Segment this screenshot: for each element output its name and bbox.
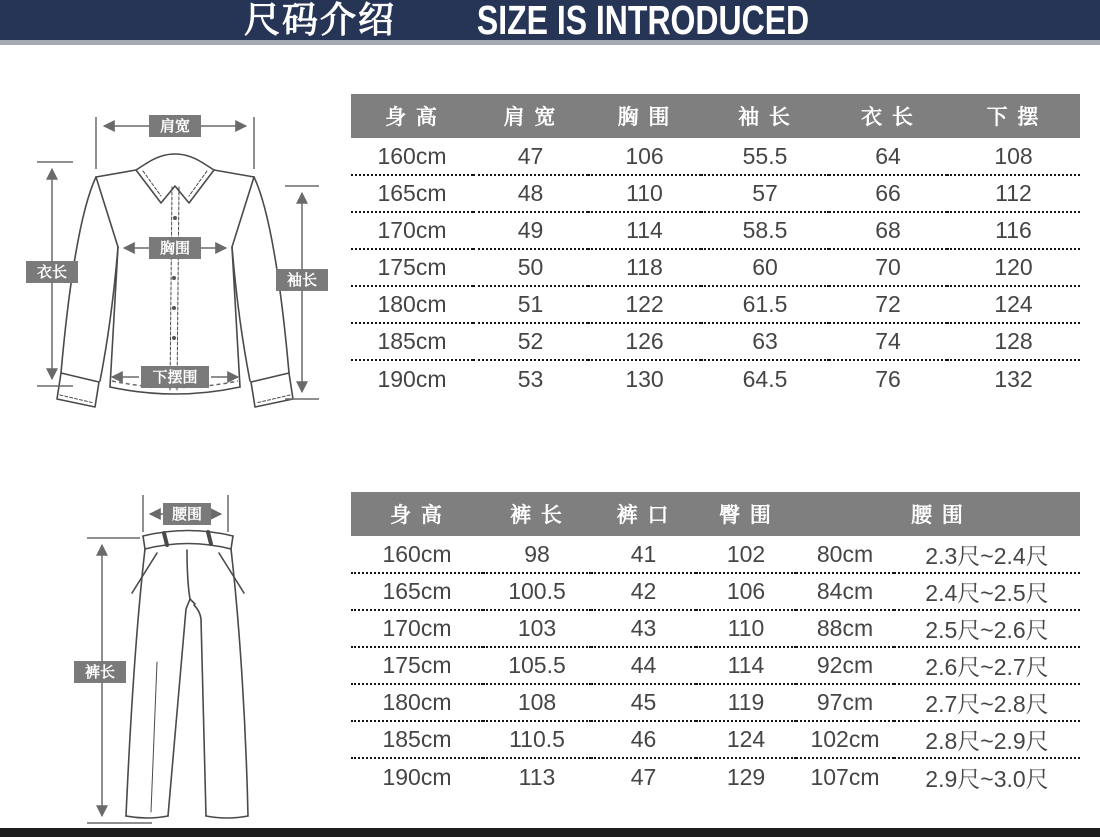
- table-cell: 126: [588, 323, 701, 360]
- table-cell: 170cm: [351, 610, 483, 647]
- table-row: [351, 323, 1080, 360]
- table-cell: 47: [630, 763, 657, 790]
- column-header-sleeve: 袖 长: [701, 94, 829, 138]
- column-header-shoulder: 肩 宽: [473, 94, 588, 138]
- table-row: [351, 647, 1080, 684]
- table-cell: 2.9尺~3.0尺: [925, 765, 1049, 792]
- column-header-height: 身 高: [351, 94, 473, 138]
- table-row: [351, 212, 1080, 249]
- table-cell: 60: [701, 249, 829, 286]
- table-cell: 2.5尺~2.6尺: [894, 610, 1080, 647]
- table-cell: 98: [483, 536, 591, 573]
- table-cell: 64: [829, 138, 947, 175]
- table-cell: 46: [591, 721, 696, 758]
- pants-length-label: [74, 661, 126, 683]
- table-cell: 63: [701, 323, 829, 360]
- table-cell: 113: [518, 763, 556, 790]
- table-cell: 102: [696, 536, 796, 573]
- table-cell: 130: [625, 365, 664, 392]
- table-cell: 190cm: [377, 365, 447, 392]
- svg-text:衣长: 衣长: [36, 264, 68, 281]
- table-cell: 110: [588, 175, 701, 212]
- svg-text:腰围: 腰围: [171, 506, 203, 523]
- table-cell: 2.7尺~2.8尺: [894, 684, 1080, 721]
- table-cell: 103: [483, 610, 591, 647]
- table-cell: 124: [947, 286, 1080, 323]
- table-cell: 180cm: [351, 684, 483, 721]
- table-cell: 70: [829, 249, 947, 286]
- table-cell: 41: [591, 536, 696, 573]
- table-cell: 61.5: [701, 286, 829, 323]
- table-cell: 88cm: [796, 610, 894, 647]
- table-cell: 112: [947, 175, 1080, 212]
- table-cell: 2.6尺~2.7尺: [894, 647, 1080, 684]
- table-row: [351, 175, 1080, 212]
- table-cell: 42: [591, 573, 696, 610]
- clothes-length-label: [26, 261, 78, 283]
- table-cell: 52: [473, 323, 588, 360]
- table-cell: 58.5: [701, 212, 829, 249]
- table-cell: 2.3尺~2.4尺: [894, 536, 1080, 573]
- column-header-pants-length: 裤 长: [483, 492, 591, 536]
- svg-text:肩宽: 肩宽: [159, 118, 191, 135]
- table-cell: 102cm: [796, 721, 894, 758]
- table-cell: 106: [696, 573, 796, 610]
- table-cell: 119: [696, 684, 796, 721]
- svg-text:裤长: 裤长: [84, 664, 116, 681]
- table-row: [351, 684, 1080, 721]
- table-cell: 106: [588, 138, 701, 175]
- table-cell: 180cm: [351, 286, 473, 323]
- table-cell: 175cm: [351, 249, 473, 286]
- table-cell: 50: [473, 249, 588, 286]
- pants-size-table: [351, 492, 1080, 795]
- table-cell: 114: [696, 647, 796, 684]
- pants-table-header-row: [351, 492, 1080, 536]
- table-cell: 175cm: [351, 647, 483, 684]
- table-cell: 160cm: [351, 536, 483, 573]
- table-cell: 47: [473, 138, 588, 175]
- svg-text:袖长: 袖长: [286, 272, 318, 289]
- table-cell: 190cm: [382, 763, 452, 790]
- table-cell: 118: [588, 249, 701, 286]
- table-cell: 185cm: [351, 323, 473, 360]
- table-cell: 160cm: [351, 138, 473, 175]
- pants-line-art: [126, 531, 248, 819]
- table-cell: 185cm: [351, 721, 483, 758]
- table-cell: 49: [473, 212, 588, 249]
- svg-text:胸围: 胸围: [159, 240, 191, 257]
- shirt-table-header-row: [351, 94, 1080, 138]
- table-cell: 2.8尺~2.9尺: [894, 721, 1080, 758]
- table-cell: 110.5: [483, 721, 591, 758]
- table-row: [351, 721, 1080, 758]
- column-header-clothes-length: 衣 长: [829, 94, 947, 138]
- column-header-chest: 胸 围: [588, 94, 701, 138]
- table-cell: 120: [947, 249, 1080, 286]
- table-cell: 110: [696, 610, 796, 647]
- waist-label: [163, 503, 211, 525]
- column-header-height: 身 高: [351, 492, 483, 536]
- banner-title-english: SIZE IS INTRODUCED: [476, 0, 810, 43]
- sleeve-length-label: [276, 269, 328, 291]
- table-row: [351, 138, 1080, 175]
- table-cell: 124: [696, 721, 796, 758]
- hem-label: [141, 366, 209, 388]
- table-cell: 108: [483, 684, 591, 721]
- table-row: [351, 610, 1080, 647]
- table-row: [351, 249, 1080, 286]
- table-cell: 51: [473, 286, 588, 323]
- table-cell: 45: [591, 684, 696, 721]
- table-cell: 55.5: [701, 138, 829, 175]
- table-row: [351, 536, 1080, 573]
- column-header-leg-opening: 裤 口: [591, 492, 696, 536]
- bottom-divider-bar: [0, 828, 1100, 837]
- chest-label: [149, 237, 201, 259]
- table-cell: 57: [701, 175, 829, 212]
- table-row: [351, 758, 1080, 795]
- table-cell: 165cm: [351, 175, 473, 212]
- table-row: [351, 573, 1080, 610]
- column-header-waist: 腰 围: [796, 492, 1080, 536]
- table-cell: 66: [829, 175, 947, 212]
- column-header-hem: 下 摆: [947, 94, 1080, 138]
- table-cell: 105.5: [483, 647, 591, 684]
- banner-title-chinese: 尺码介绍: [244, 0, 397, 40]
- table-cell: 100.5: [483, 573, 591, 610]
- table-cell: 108: [947, 138, 1080, 175]
- svg-text:下摆围: 下摆围: [152, 369, 198, 386]
- table-cell: 2.4尺~2.5尺: [894, 573, 1080, 610]
- shoulder-width-label: [149, 115, 201, 137]
- table-cell: 92cm: [796, 647, 894, 684]
- table-cell: 74: [829, 323, 947, 360]
- table-cell: 165cm: [351, 573, 483, 610]
- table-cell: 84cm: [796, 573, 894, 610]
- table-cell: 80cm: [796, 536, 894, 573]
- pants-measurement-diagram: [60, 487, 340, 837]
- table-cell: 116: [947, 212, 1080, 249]
- table-cell: 128: [947, 323, 1080, 360]
- table-cell: 76: [875, 365, 901, 392]
- table-cell: 97cm: [796, 684, 894, 721]
- section-title-banner: [0, 0, 1100, 45]
- table-cell: 114: [588, 212, 701, 249]
- shirt-measurement-diagram: [15, 65, 345, 425]
- table-cell: 44: [591, 647, 696, 684]
- table-cell: 132: [994, 365, 1033, 392]
- table-cell: 64.5: [742, 365, 788, 392]
- table-cell: 43: [591, 610, 696, 647]
- table-cell: 129: [726, 763, 766, 790]
- table-cell: 107cm: [810, 763, 880, 790]
- table-cell: 68: [829, 212, 947, 249]
- table-cell: 48: [473, 175, 588, 212]
- table-row: [351, 360, 1080, 397]
- table-cell: 170cm: [351, 212, 473, 249]
- table-cell: 122: [588, 286, 701, 323]
- table-cell: 72: [829, 286, 947, 323]
- table-row: [351, 286, 1080, 323]
- table-cell: 53: [517, 365, 544, 392]
- column-header-hip: 臀 围: [696, 492, 796, 536]
- shirt-size-table: [351, 94, 1080, 397]
